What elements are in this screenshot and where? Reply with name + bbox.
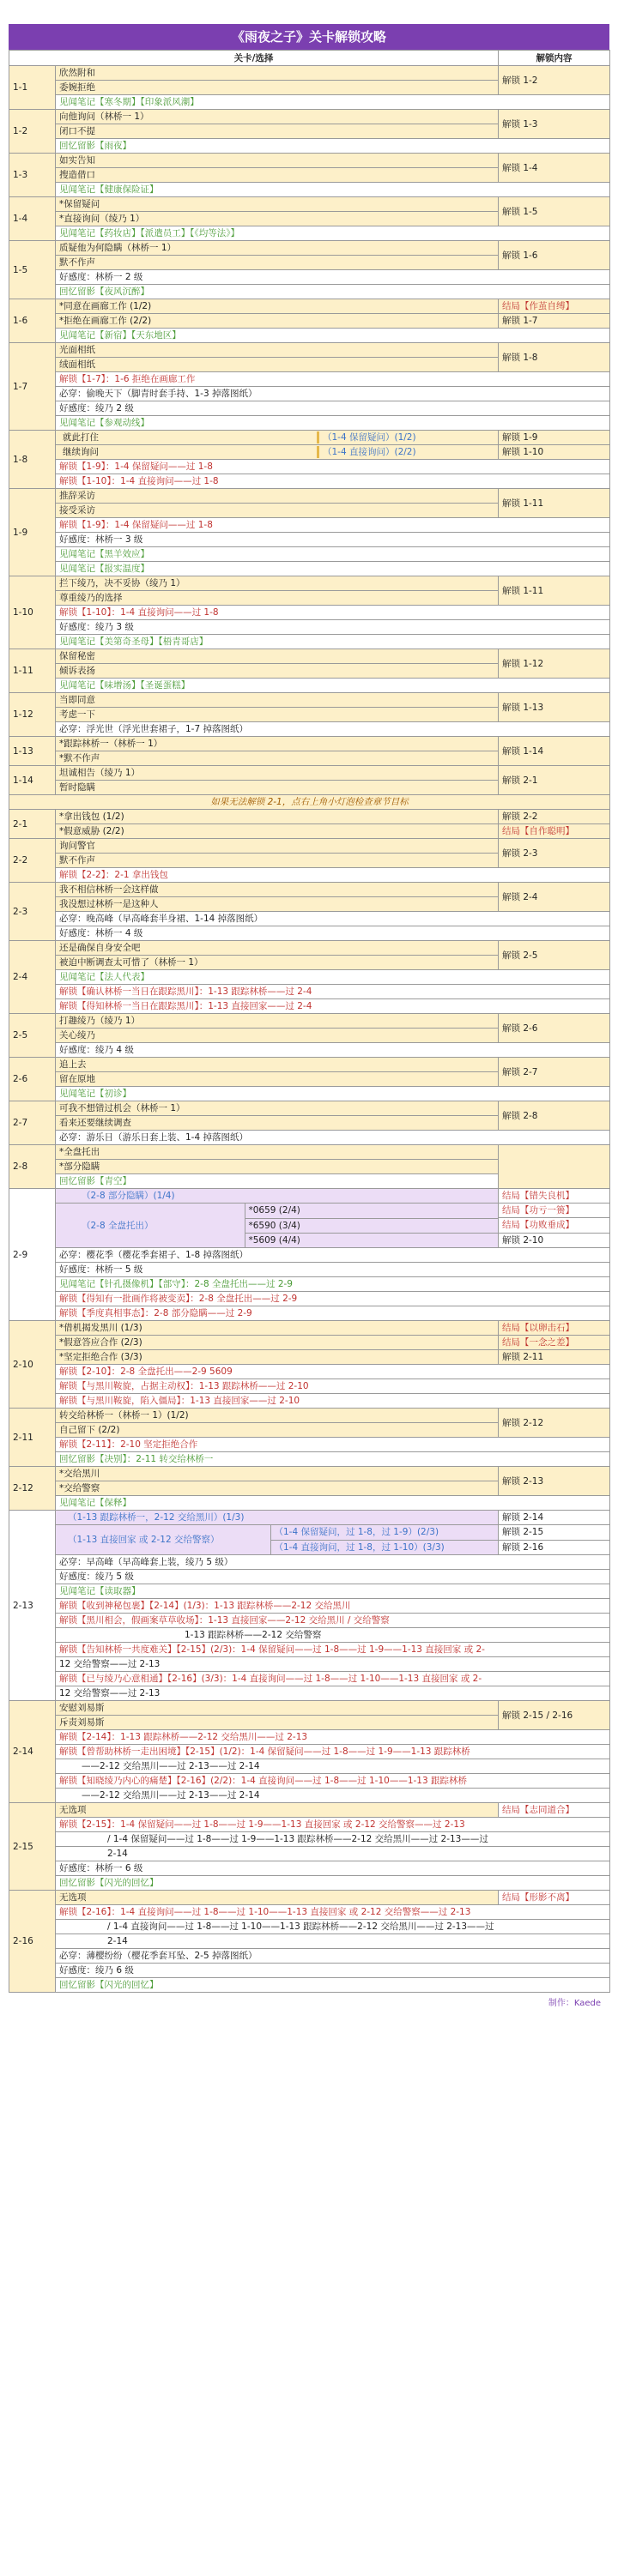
level-id: 2-3: [9, 883, 56, 941]
solution: / 1-4 直接询问——过 1-8——过 1-10——1-13 跟踪林桥——2-12 交给黑川——过 2-13——过: [56, 1920, 610, 1934]
ending: 结局【功败垂成】: [499, 1218, 610, 1233]
favor: 好感度：绫乃 3 级: [56, 620, 610, 635]
unlock: 解锁 1-10: [499, 445, 610, 460]
note-row: 如果无法解锁 2-1，点右上角小灯泡检查章节目标: [9, 795, 610, 810]
favor: 好感度：林桥一 2 级: [56, 270, 610, 285]
favor: 好感度：绫乃 5 级: [56, 1570, 610, 1584]
solution: 解锁【得知有一批画作将被变卖】：2-8 全盘托出——过 2-9: [56, 1292, 610, 1306]
unlock: 解锁 1-12: [499, 649, 610, 679]
unlock: 解锁 2-10: [499, 1233, 610, 1247]
option: 自己留下 (2/2): [56, 1423, 499, 1438]
strategy-table: [9, 50, 610, 1993]
must-wear: 必穿：早高峰（早高峰套上装，绫乃 5 级）: [56, 1555, 610, 1570]
solution: 解锁【季度真相事态】：2-8 部分隐瞒——过 2-9: [56, 1306, 610, 1321]
solution: 解锁【1-10】：1-4 直接询问——过 1-8: [56, 474, 610, 489]
unlock: 解锁 2-7: [499, 1058, 610, 1087]
option: 推辞采访: [56, 489, 499, 504]
option: 询问警官: [56, 839, 499, 854]
unlock: 解锁 2-3: [499, 839, 610, 868]
option: 如实告知: [56, 154, 499, 168]
must-wear: 必穿：浮光世（浮光世套裙子，1-7 掉落图纸）: [56, 722, 610, 737]
option: *坚定拒绝合作 (3/3): [56, 1350, 499, 1365]
option: *交给黑川: [56, 1467, 499, 1481]
option: 斥责刘易斯: [56, 1716, 499, 1730]
option: 欣然附和: [56, 66, 499, 81]
option: 留在原地: [56, 1072, 499, 1087]
unlock: 解锁 2-15: [499, 1525, 610, 1541]
level-id: 2-10: [9, 1321, 56, 1409]
solution: 解锁【收到神秘包裹】【2-14】(1/3)：1-13 跟踪林桥——2-12 交给黑川: [56, 1599, 610, 1614]
must-wear: 必穿：游乐日（游乐日套上装、1-4 掉落图纸）: [56, 1131, 610, 1145]
favor: 好感度：林桥一 3 级: [56, 533, 610, 547]
condition: （1-4 保留疑问，过 1-8，过 1-9）(2/3): [270, 1525, 498, 1540]
level-id: 2-1: [9, 810, 56, 839]
option: 保留秘密: [56, 649, 499, 664]
option: 绒面相纸: [56, 358, 499, 372]
info: 见闻笔记【新宿】【天东地区】: [56, 329, 610, 343]
condition: （2-8 全盘托出）: [56, 1204, 245, 1247]
unlock: 解锁 2-2: [499, 810, 610, 824]
unlock: 解锁 2-13: [499, 1467, 610, 1496]
solution: ——2-12 交给黑川——过 2-13——过 2-14: [56, 1789, 610, 1803]
solution: 解锁【告知林桥一共度难关】【2-15】(2/3)：1-4 保留疑问——过 1-8——过 1-9——1-13 直接回家 或 2-: [56, 1643, 610, 1657]
option: 光面相纸: [56, 343, 499, 358]
must-wear: 必穿：晚高峰（早高峰套半身裙、1-14 掉落图纸）: [56, 912, 610, 926]
condition: （1-13 直接回家 或 2-12 交给警察）: [56, 1525, 270, 1554]
option: 看来还要继续调查: [56, 1116, 499, 1131]
ending: 结局【功亏一篑】: [499, 1204, 610, 1218]
unlock: 解锁 2-12: [499, 1409, 610, 1438]
info: 见闻笔记【味增汤】【圣诞蛋糕】: [56, 679, 610, 693]
info: 见闻笔记【报实温度】: [56, 562, 610, 576]
option: 还是确保自身安全吧: [56, 941, 499, 956]
level-id: 2-5: [9, 1014, 56, 1058]
ending: 结局【一念之差】: [499, 1336, 610, 1350]
solution: 解锁【黑川相会，假画案草草收场】：1-13 直接回家——2-12 交给黑川 / 交给警察: [56, 1614, 610, 1628]
info: 见闻笔记【健康保险证】: [56, 183, 610, 197]
option: *直接询问（绫乃 1）: [56, 212, 499, 226]
solution: 12 交给警察——过 2-13: [56, 1657, 610, 1672]
option: 向他询问（林桥一 1）: [56, 110, 499, 124]
option: *跟踪林桥一（林桥一 1）: [56, 737, 499, 751]
unlock: 解锁 1-11: [499, 489, 610, 518]
unlock: 解锁 1-8: [499, 343, 610, 372]
favor: 好感度：绫乃 4 级: [56, 1043, 610, 1058]
unlock: 解锁 2-1: [499, 766, 610, 795]
option: 倾诉表扬: [56, 664, 499, 679]
level-id: 2-11: [9, 1409, 56, 1467]
option: 打趣绫乃（绫乃 1）: [56, 1014, 499, 1029]
ending: 结局【形影不离】: [499, 1891, 610, 1905]
solution: 解锁【1-7】：1-6 拒绝在画廊工作: [56, 372, 610, 387]
level-id: 2-2: [9, 839, 56, 883]
option: *拿出钱包 (1/2): [56, 810, 499, 824]
info: 见闻笔记【针孔摄像机】【部守】：2-8 全盘托出——过 2-9: [56, 1277, 610, 1292]
level-id: 1-5: [9, 241, 56, 299]
condition: （1-13 跟踪林桥一，2-12 交给黑川）(1/3): [56, 1511, 499, 1525]
solution: ——2-12 交给黑川——过 2-13——过 2-14: [56, 1759, 610, 1774]
level-id: 1-11: [9, 649, 56, 693]
info: 回忆留影【闪光的回忆】: [56, 1978, 610, 1993]
option: 质疑他为何隐瞒（林桥一 1）: [56, 241, 499, 256]
solution: 解锁【已与绫乃心意相通】【2-16】(3/3)：1-4 直接询问——过 1-8——过 1-10——1-13 直接回家 或 2-: [56, 1672, 610, 1686]
favor: 好感度：林桥一 4 级: [56, 926, 610, 941]
solution: 解锁【1-9】：1-4 保留疑问——过 1-8: [56, 460, 610, 474]
option: *假意威胁 (2/2): [56, 824, 499, 839]
solution: 解锁【1-9】：1-4 保留疑问——过 1-8: [56, 518, 610, 533]
favor: 好感度：绫乃 6 级: [56, 1964, 610, 1978]
must-wear: 必穿：偷晚天下（脚青时套手持、1-3 掉落图纸）: [56, 387, 610, 401]
level-id: 1-14: [9, 766, 56, 795]
solution: 解锁【与黑川鞍旋，陷入僵局】：1-13 直接回家——过 2-10: [56, 1394, 610, 1409]
level-id: 1-3: [9, 154, 56, 197]
solution: 解锁【曾帮助林桥一走出困境】【2-15】(1/2)：1-4 保留疑问——过 1-8——过 1-9——1-13 跟踪林桥: [56, 1745, 610, 1759]
info: 见闻笔记【保释】: [56, 1496, 610, 1511]
level-id: 1-10: [9, 576, 56, 649]
info: 见闻笔记【寒冬期】【印象派风潮】: [56, 95, 610, 110]
header-col1: 关卡/选择: [9, 51, 499, 66]
info: 见闻笔记【参观动线】: [56, 416, 610, 431]
info: 回忆留影【雨夜】: [56, 139, 610, 154]
solution: 解锁【2-10】：2-8 全盘托出——2-9 5609: [56, 1365, 610, 1379]
solution: 1-13 跟踪林桥——2-12 交给警察: [56, 1628, 610, 1643]
unlock: 解锁 1-9: [499, 431, 610, 445]
must-wear: 必穿：樱花季（樱花季套裙子、1-8 掉落图纸）: [56, 1248, 610, 1263]
ending: 结局【作茧自缚】: [499, 299, 610, 314]
level-id: 2-8: [9, 1145, 56, 1189]
option: 继续询问: [63, 447, 99, 457]
unlock: 解锁 2-11: [499, 1350, 610, 1365]
unlock: 解锁 1-4: [499, 154, 610, 183]
option: *保留疑问: [56, 197, 499, 212]
author-credit: 制作：Kaede: [548, 1999, 601, 2008]
ending: 结局【以卵击石】: [499, 1321, 610, 1336]
option: *交给警察: [56, 1481, 499, 1496]
ending: 结局【自作聪明】: [499, 824, 610, 839]
must-wear: 必穿：薄樱纷纷（樱花季套耳坠、2-5 掉落图纸）: [56, 1949, 610, 1964]
unlock: 解锁 1-11: [499, 576, 610, 606]
option: 追上去: [56, 1058, 499, 1072]
unlock: 解锁 1-2: [499, 66, 610, 95]
level-id: 1-13: [9, 737, 56, 766]
option: 坦诚相告（绫乃 1）: [56, 766, 499, 781]
level-id: 1-4: [9, 197, 56, 241]
info: 见闻笔记【法人代表】: [56, 970, 610, 985]
option: *默不作声: [56, 751, 499, 766]
option: 关心绫乃: [56, 1029, 499, 1043]
unlock: 解锁 1-13: [499, 693, 610, 722]
solution: 解锁【2-11】：2-10 坚定拒绝合作: [56, 1438, 610, 1452]
code-option: *6590 (3/4): [245, 1218, 498, 1233]
option: 我没想过林桥一是这种人: [56, 897, 499, 912]
level-id: 1-1: [9, 66, 56, 110]
unlock: 解锁 1-6: [499, 241, 610, 270]
info: 回忆留影【青空】: [56, 1174, 610, 1189]
level-id: 2-12: [9, 1467, 56, 1511]
condition: （1-4 直接询问）(2/2): [317, 446, 420, 458]
info: 回忆留影【决别】：2-11 转交给林桥一: [56, 1452, 610, 1467]
level-id: 1-2: [9, 110, 56, 154]
solution: 解锁【知晓绫乃内心的痛楚】【2-16】(2/2)：1-4 直接询问——过 1-8——过 1-10——1-13 跟踪林桥: [56, 1774, 610, 1789]
favor: 好感度：林桥一 5 级: [56, 1263, 610, 1277]
favor: 好感度：林桥一 6 级: [56, 1861, 610, 1876]
option: 暂时隐瞒: [56, 781, 499, 795]
level-id: 1-8: [9, 431, 56, 489]
info: 回忆留影【夜风沉醉】: [56, 285, 610, 299]
option: *假意答应合作 (2/3): [56, 1336, 499, 1350]
option: 无选项: [56, 1891, 499, 1905]
unlock: 解锁 2-15 / 2-16: [499, 1701, 610, 1730]
option: 无选项: [56, 1803, 499, 1818]
solution: 2-14: [56, 1934, 610, 1949]
unlock: 解锁 2-14: [499, 1511, 610, 1525]
solution: 解锁【2-15】：1-4 保留疑问——过 1-8——过 1-9——1-13 直接回家 或 2-12 交给警察——过 2-13: [56, 1818, 610, 1832]
unlock: 解锁 2-8: [499, 1101, 610, 1131]
option: 默不作声: [56, 256, 499, 270]
info: 见闻笔记【读取器】: [56, 1584, 610, 1599]
option: 委婉拒绝: [56, 81, 499, 95]
solution: 解锁【与黑川鞍旋，占据主动权】：1-13 跟踪林桥——过 2-10: [56, 1379, 610, 1394]
level-id: 1-12: [9, 693, 56, 737]
solution: 解锁【2-14】：1-13 跟踪林桥——2-12 交给黑川——过 2-13: [56, 1730, 610, 1745]
ending: 结局【志同道合】: [499, 1803, 610, 1818]
condition: （1-4 保留疑问）(1/2): [317, 431, 420, 443]
header-col2: 解锁内容: [499, 51, 610, 66]
code-option: *0659 (2/4): [245, 1204, 498, 1218]
option: 搜造借口: [56, 168, 499, 183]
favor: 好感度：绫乃 2 级: [56, 401, 610, 416]
unlock: 解锁 2-5: [499, 941, 610, 970]
option: *全盘托出: [56, 1145, 499, 1160]
unlock: 解锁 2-6: [499, 1014, 610, 1043]
unlock: 解锁 1-7: [499, 314, 610, 329]
level-id: 2-4: [9, 941, 56, 1014]
info: 见闻笔记【药妆店】【派遣员工】【《均等法》】: [56, 226, 610, 241]
option: 可我不想错过机会（林桥一 1）: [56, 1101, 499, 1116]
option: 就此打住: [63, 432, 99, 443]
level-id: 2-7: [9, 1101, 56, 1145]
ending: 结局【错失良机】: [499, 1189, 610, 1204]
option: *借机揭发黑川 (1/3): [56, 1321, 499, 1336]
option: 拦下绫乃，决不妥协（绫乃 1）: [56, 576, 499, 591]
level-id: 1-6: [9, 299, 56, 343]
option: 我不相信林桥一会这样做: [56, 883, 499, 897]
table-header: [9, 51, 610, 66]
option: 考虑一下: [56, 708, 499, 722]
option: 转交给林桥一（林桥一 1）(1/2): [56, 1409, 499, 1423]
level-id: 2-9: [9, 1189, 56, 1321]
solution: / 1-4 保留疑问——过 1-8——过 1-9——1-13 跟踪林桥——2-12 交给黑川——过 2-13——过: [56, 1832, 610, 1847]
solution: 解锁【确认林桥一当日在跟踪黑川】：1-13 跟踪林桥——过 2-4: [56, 985, 610, 999]
solution: 12 交给警察——过 2-13: [56, 1686, 610, 1701]
option: 被迫中断调查太可惜了（林桥一 1）: [56, 956, 499, 970]
solution: 解锁【1-10】：1-4 直接询问——过 1-8: [56, 606, 610, 620]
unlock: 解锁 2-16: [499, 1540, 610, 1555]
solution: 解锁【2-16】：1-4 直接询问——过 1-8——过 1-10——1-13 直接回家 或 2-12 交给警察——过 2-13: [56, 1905, 610, 1920]
info: 见闻笔记【黑羊效应】: [56, 547, 610, 562]
condition: （2-8 部分隐瞒）(1/4): [56, 1189, 499, 1204]
option: 接受采访: [56, 504, 499, 518]
option: 闭口不提: [56, 124, 499, 139]
option: *同意在画廊工作 (1/2): [56, 299, 499, 314]
level-id: 2-6: [9, 1058, 56, 1101]
condition: （1-4 直接询问，过 1-8，过 1-10）(3/3): [274, 1541, 445, 1553]
level-id: 1-9: [9, 489, 56, 576]
unlock: 解锁 1-5: [499, 197, 610, 226]
unlock: 解锁 1-3: [499, 110, 610, 139]
unlock: 解锁 1-14: [499, 737, 610, 766]
solution: 解锁【得知林桥一当日在跟踪黑川】：1-13 直接回家——过 2-4: [56, 999, 610, 1014]
option: 尊重绫乃的选择: [56, 591, 499, 606]
page-title: 《雨夜之子》关卡解锁攻略: [9, 24, 609, 50]
level-id: 1-7: [9, 343, 56, 431]
level-id: 2-15: [9, 1803, 56, 1891]
info: 见闻笔记【美第奇圣母】【梧青哥店】: [56, 635, 610, 649]
option: 默不作声: [56, 854, 499, 868]
info: 见闻笔记【初诊】: [56, 1087, 610, 1101]
solution: 2-14: [56, 1847, 610, 1861]
option: 安慰刘易斯: [56, 1701, 499, 1716]
code-option: *5609 (4/4): [248, 1234, 300, 1246]
option: *拒绝在画廊工作 (2/2): [56, 314, 499, 329]
level-id: 2-13: [9, 1511, 56, 1701]
solution: 解锁【2-2】：2-1 拿出钱包: [56, 868, 610, 883]
option: 当即同意: [56, 693, 499, 708]
level-id: 2-16: [9, 1891, 56, 1993]
level-id: 2-14: [9, 1701, 56, 1803]
option: *部分隐瞒: [56, 1160, 499, 1174]
info: 回忆留影【闪光的回忆】: [56, 1876, 610, 1891]
unlock: 解锁 2-4: [499, 883, 610, 912]
